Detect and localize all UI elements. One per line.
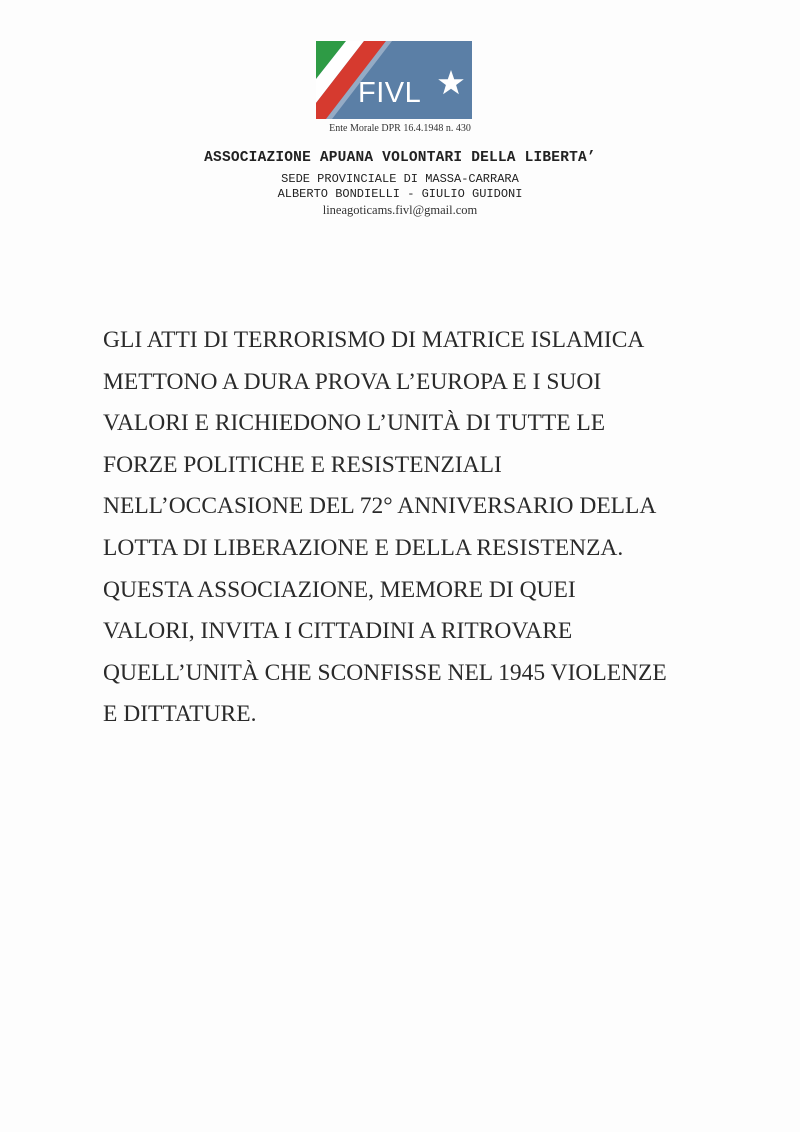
statement-line: QUELL’UNITÀ CHE SCONFISSE NEL 1945 VIOLENZE [103,659,667,686]
statement-line: E DITTATURE. [103,701,257,728]
statement-line: QUESTA ASSOCIAZIONE, MEMORE DI QUEI [103,576,576,603]
statement-line: METTONO A DURA PROVA L’EUROPA E I SUOI [103,368,602,395]
logo-text: FIVL [358,77,422,109]
statement-line: LOTTA DI LIBERAZIONE E DELLA RESISTENZA. [103,534,624,561]
association-subtitle: SEDE PROVINCIALE DI MASSA-CARRARA [281,172,519,186]
statement-line: NELL’OCCASIONE DEL 72° ANNIVERSARIO DELLA [103,493,657,520]
statement-line: VALORI E RICHIEDONO L’UNITÀ DI TUTTE LE [103,410,606,437]
association-email: lineagoticams.fivl@gmail.com [322,203,478,217]
statement-line: VALORI, INVITA I CITTADINI A RITROVARE [103,618,573,645]
statement-line: FORZE POLITICHE E RESISTENZIALI [103,451,502,478]
fivl-logo [316,41,472,119]
statement-line: GLI ATTI DI TERRORISMO DI MATRICE ISLAMICA [103,327,645,353]
statement-body [103,320,743,736]
association-title: ASSOCIAZIONE APUANA VOLONTARI DELLA LIBERTA’ [204,150,596,166]
ente-morale-note: Ente Morale DPR 16.4.1948 n. 430 [329,123,471,134]
association-names: ALBERTO BONDIELLI - GIULIO GUIDONI [277,187,523,201]
